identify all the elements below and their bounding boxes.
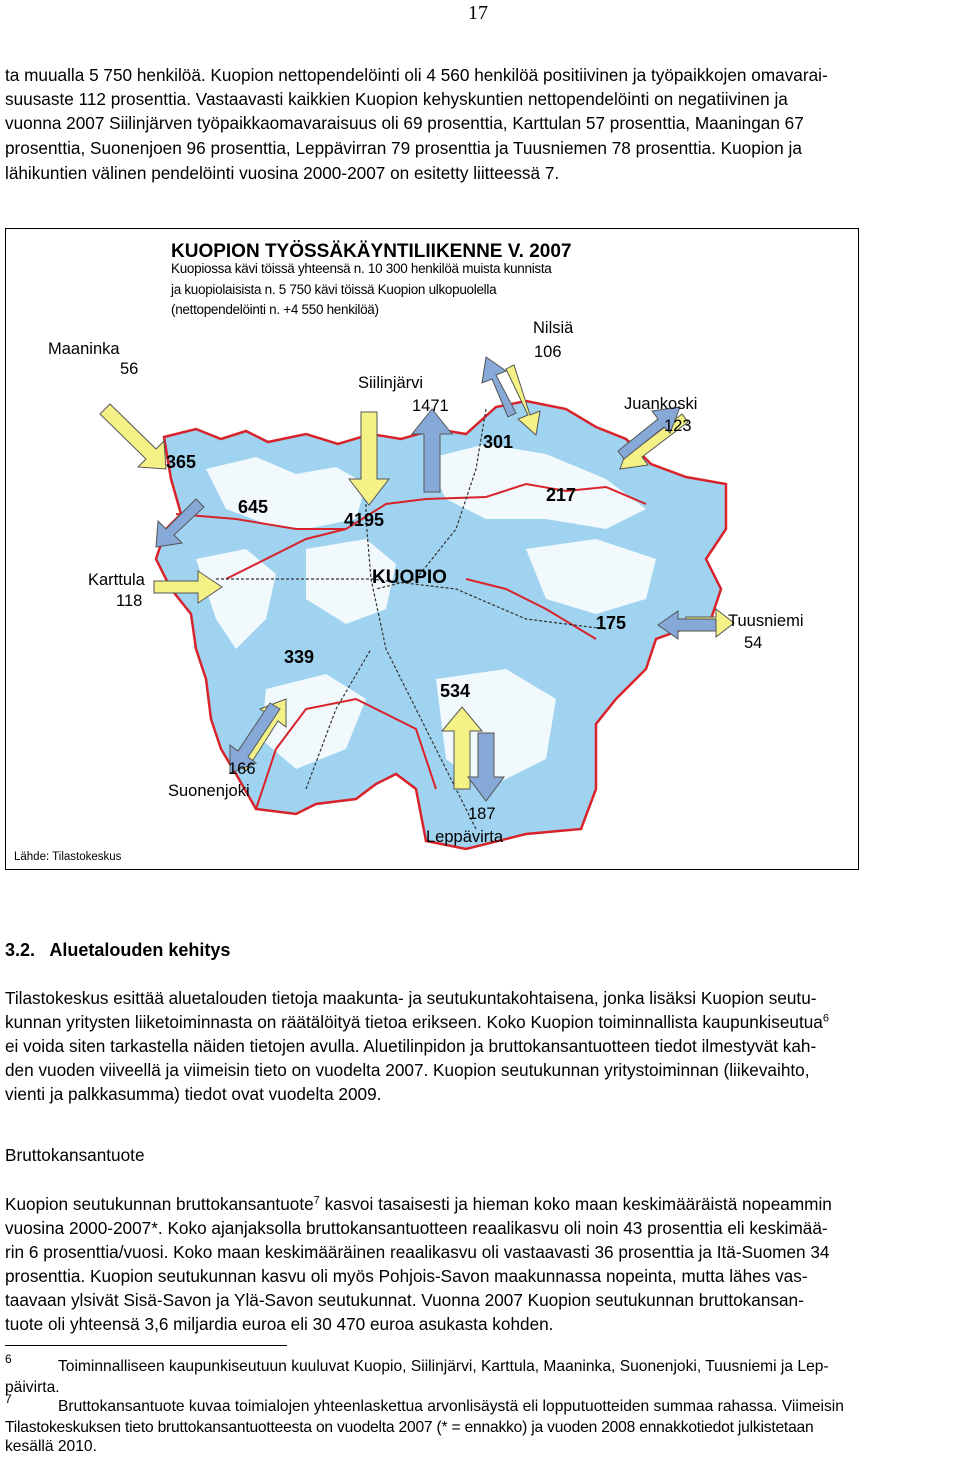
paragraph3-line-1-before: Kuopion seutukunnan bruttokansantuote	[5, 1194, 314, 1214]
outbound-count-leppavirta: 187	[468, 805, 496, 823]
intro-paragraph-line-5: lähikuntien välinen pendelöinti vuosina 2000-2007 on esitetty liitteessä 7.	[5, 163, 560, 183]
municipality-name-tuusniemi: Tuusniemi	[728, 612, 804, 630]
page-number: 17	[468, 2, 488, 24]
inbound-count-siilinjarvi: 4195	[344, 510, 385, 530]
paragraph2-line-2	[5, 1010, 957, 1035]
intro-paragraph-line-1: ta muualla 5 750 henkilöä. Kuopion nettopendelöinti oli 4 560 henkilöä positiivinen ja työpaikkojen omavarai-	[5, 65, 828, 85]
footnote-7-line-1: Bruttokansantuote kuvaa toimialojen yhteenlaskettua arvonlisäystä eli lopputuotteiden summaa rahassa. Viimeisin	[58, 1398, 844, 1415]
outbound-count-suonenjoki: 166	[228, 760, 256, 778]
municipality-name-juankoski: Juankoski	[624, 395, 698, 413]
municipality-name-leppavirta: Leppävirta	[426, 828, 504, 846]
inbound-count-leppavirta: 534	[440, 681, 471, 701]
footnote-ref-7[interactable]: 7	[313, 1194, 320, 1207]
map-center-label: KUOPIO	[372, 567, 447, 588]
footnote-7-line-3: kesällä 2010.	[5, 1438, 97, 1455]
municipality-name-siilinjarvi: Siilinjärvi	[358, 374, 424, 392]
municipality-name-suonenjoki: Suonenjoki	[168, 782, 250, 800]
footnote-6-line-1: Toiminnalliseen kaupunkiseutuun kuuluvat Kuopio, Siilinjärvi, Karttula, Maaninka, Suonenjoki, Tuusniemi ja Lep-	[58, 1358, 829, 1375]
map-subtitle-line-1: Kuopiossa kävi töissä yhteensä n. 10 300 henkilöä muista kunnista	[171, 261, 552, 276]
paragraph3-line-1-after: kasvoi tasaisesti ja hieman koko maan keskimääräistä nopeammin	[319, 1194, 832, 1214]
outbound-count-siilinjarvi: 1471	[412, 397, 449, 415]
paragraph2-line-5: vienti ja palkkasumma) tiedot ovat vuodelta 2009.	[5, 1084, 382, 1104]
paragraph3-line-3: rin 6 prosenttia/vuosi. Koko maan keskimääräinen reaalikasvu oli vastaavasti 36 prosenttia ja Itä-Suomen 34	[5, 1242, 830, 1262]
municipality-name-nilsia: Nilsiä	[533, 319, 574, 337]
footnote-7-line-2: Tilastokeskuksen tieto bruttokansantuotteesta on vuodelta 2007 (* = ennakko) ja vuoden 2008 ennakkotiedot julkistetaan	[5, 1419, 814, 1436]
inbound-count-nilsia: 301	[483, 432, 514, 452]
inbound-count-tuusniemi: 175	[596, 613, 627, 633]
intro-paragraph-line-3: vuonna 2007 Siilinjärven työpaikkaomavaraisuus oli 69 prosenttia, Karttulan 57 prosenttia, Maaningan 67	[5, 113, 804, 133]
paragraph3-line-4: prosenttia. Kuopion seutukunnan kasvu oli myös Pohjois-Savon maakunnassa nopeinta, mutta lähes vas-	[5, 1266, 808, 1286]
paragraph3-line-1	[5, 1192, 957, 1217]
paragraph2-line-3: ei voida siten tarkastella näiden tietojen avulla. Aluetilinpidon ja bruttokansantuotteen tiedot ilmestyvät kah-	[5, 1036, 817, 1056]
map-subtitle-line-2: ja kuopiolaisista n. 5 750 kävi töissä Kuopion ulkopuolella	[171, 282, 497, 297]
outbound-count-juankoski: 123	[664, 417, 692, 435]
outbound-count-nilsia: 106	[534, 343, 562, 361]
outbound-count-maaninka: 56	[120, 360, 139, 378]
footnote-6-number: 6	[5, 1352, 12, 1366]
subheading-bruttokansantuote: Bruttokansantuote	[5, 1145, 145, 1165]
paragraph2-line-2-text: kunnan yritysten liiketoiminnasta on räätälöityä tietoa erikseen. Koko Kuopion toiminnallista kaupunkiseutua	[5, 1012, 823, 1032]
map-title: KUOPION TYÖSSÄKÄYNTILIIKENNE V. 2007	[171, 241, 572, 262]
paragraph2-line-1: Tilastokeskus esittää aluetalouden tietoja maakunta- ja seutukuntakohtaisena, jonka lisäksi Kuopion seutu-	[5, 988, 817, 1008]
map-source: Lähde: Tilastokeskus	[14, 851, 122, 863]
intro-paragraph-line-4: prosenttia, Suonenjoen 96 prosenttia, Leppävirran 79 prosenttia ja Tuusniemen 78 prosenttia. Kuopion ja	[5, 138, 802, 158]
paragraph3-line-6: tuote oli yhteensä 3,6 miljardia euroa eli 30 470 euroa asukasta kohden.	[5, 1314, 554, 1334]
footnote-ref-6[interactable]: 6	[822, 1012, 829, 1025]
inbound-count-suonenjoki: 339	[284, 647, 315, 667]
inbound-count-maaninka: 365	[166, 452, 197, 472]
intro-paragraph-line-2: suusaste 112 prosenttia. Vastaavasti kaikkien Kuopion kehyskuntien nettopendelöinti on negatiivinen ja	[5, 89, 788, 109]
paragraph3-line-5: taavaan ylsivät Sisä-Savon ja Ylä-Savon seutukunnat. Vuonna 2007 Kuopion seutukunnan bruttokansan-	[5, 1290, 804, 1310]
outbound-count-tuusniemi: 54	[744, 634, 763, 652]
paragraph2-line-4: den vuoden viiveellä ja viimeisin tieto on vuodelta 2007. Kuopion seutukunnan yritystoiminnan (liikevaihto,	[5, 1060, 810, 1080]
municipality-name-maaninka: Maaninka	[48, 340, 120, 358]
commuting-map-graphic	[6, 229, 859, 870]
municipality-name-karttula: Karttula	[88, 571, 145, 589]
map-subtitle-line-3: (nettopendelöinti n. +4 550 henkilöä)	[171, 302, 379, 317]
footnote-6-line-2: päivirta.	[5, 1379, 60, 1396]
section-heading: 3.2. Aluetalouden kehitys	[5, 940, 231, 960]
inbound-count-karttula: 645	[238, 497, 269, 517]
footnote-separator	[5, 1345, 287, 1346]
paragraph3-line-2: vuosina 2000-2007*. Koko ajanjaksolla bruttokansantuotteen reaalikasvu oli noin 43 prosenttia eli keskimää-	[5, 1218, 828, 1238]
footnote-7-number: 7	[5, 1392, 12, 1406]
inbound-count-juankoski: 217	[546, 485, 577, 505]
arrow-maaninka-out	[100, 404, 166, 469]
commuting-map-figure	[5, 228, 859, 870]
outbound-count-karttula: 118	[116, 592, 143, 610]
